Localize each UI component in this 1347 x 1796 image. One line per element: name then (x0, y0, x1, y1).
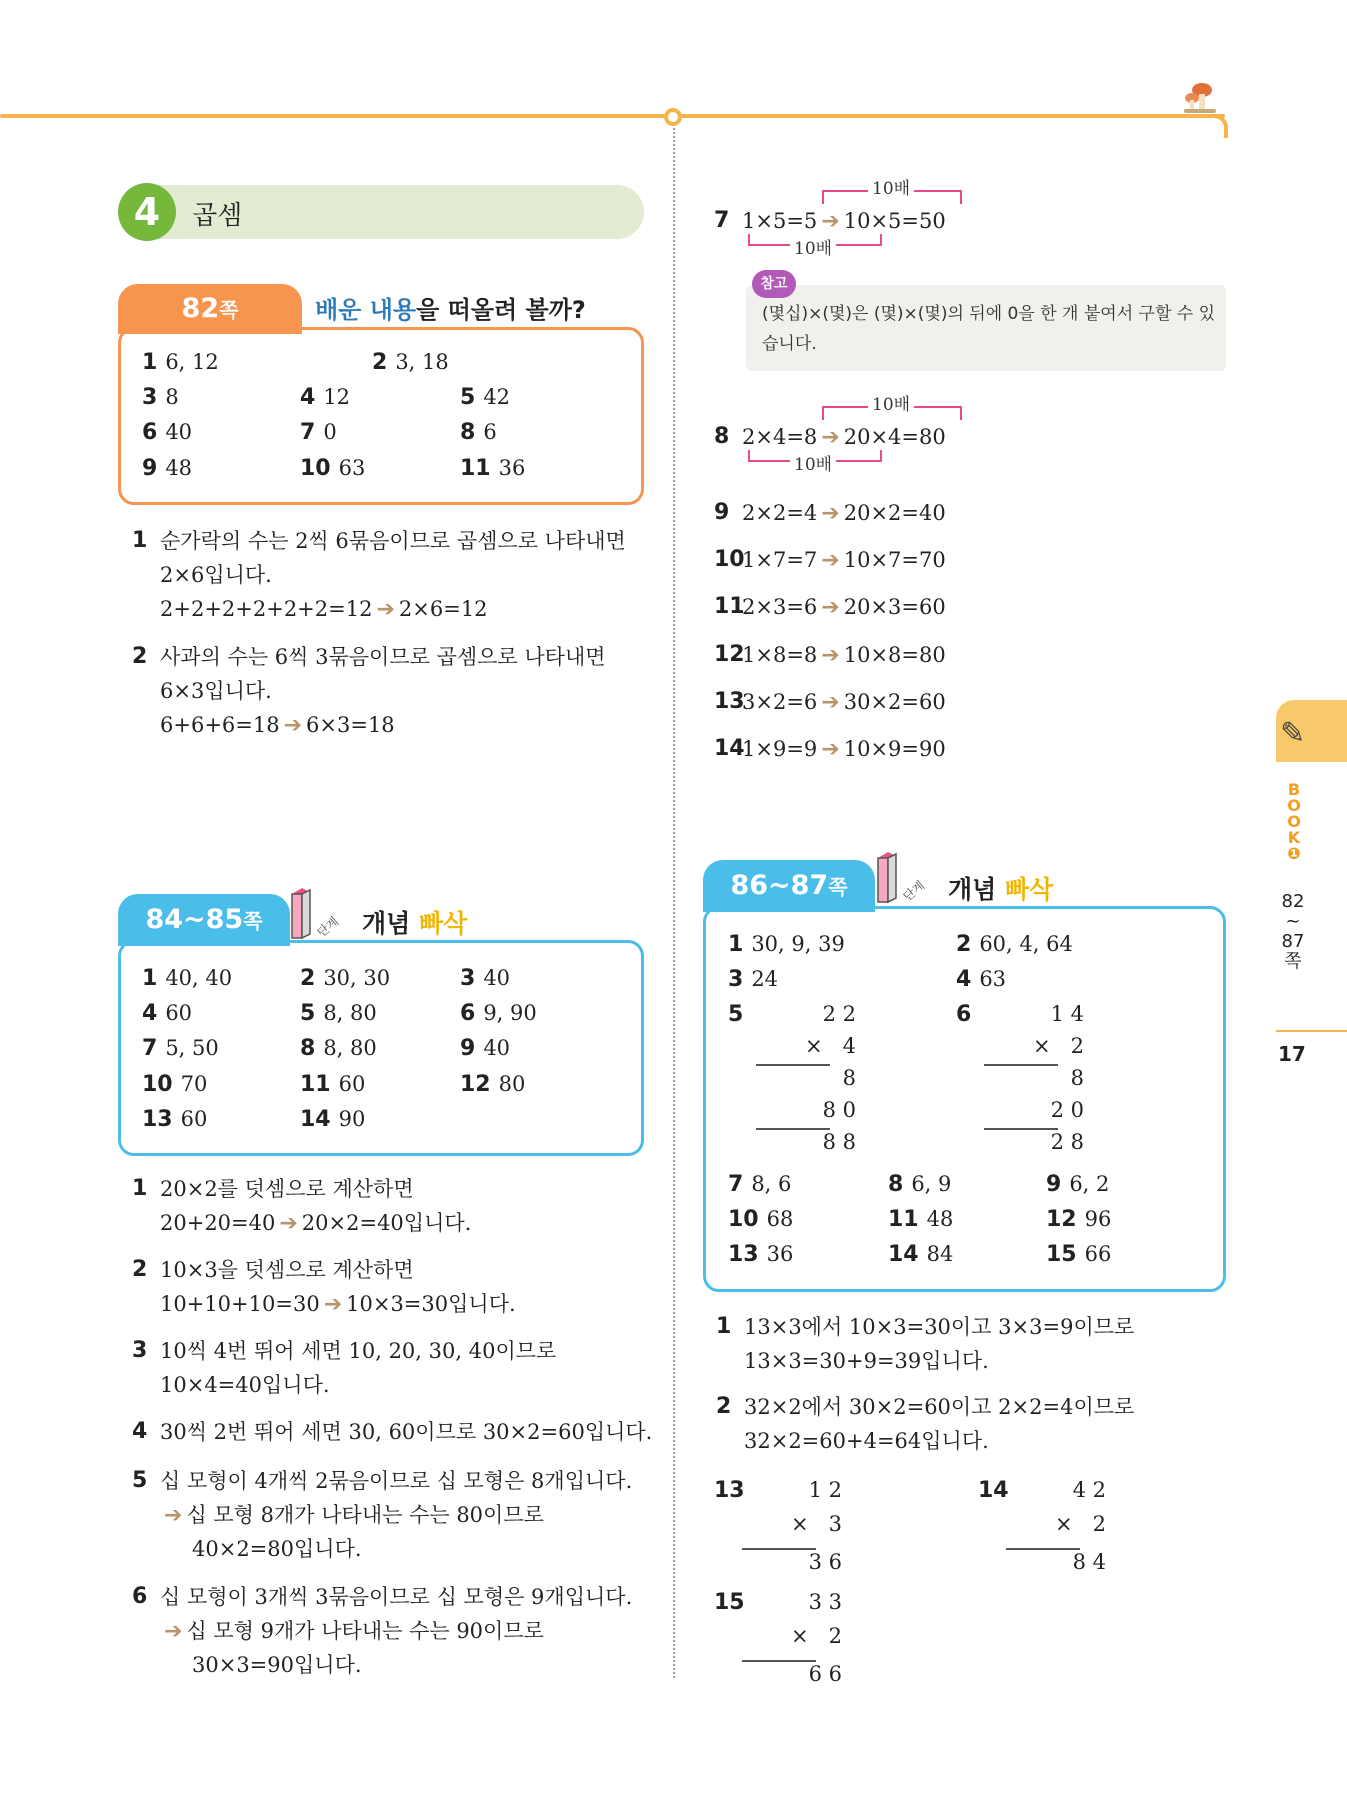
answer-value: 24 (751, 967, 779, 991)
page-number: 17 (1278, 1042, 1306, 1066)
vertical-rule (756, 1128, 830, 1130)
vertical-row: 3 3 (808, 1590, 842, 1614)
explanation-line (132, 1464, 633, 1498)
answer-value: 6 (483, 420, 497, 444)
explanation-text: 십 모형 9개가 나타내는 수는 90이므로 (186, 1619, 544, 1643)
answer-item (300, 385, 350, 410)
answer-item (460, 1001, 537, 1026)
page-range-part: 쪽 (1284, 951, 1302, 972)
answer-number: 5 (460, 385, 476, 410)
answer-number: 8 (460, 420, 476, 445)
svg-text:단계: 단계 (314, 914, 342, 940)
equation-right: 10×9=90 (843, 737, 946, 761)
arrow-icon: ➔ (821, 595, 840, 620)
bracket-bottom-right (850, 450, 882, 462)
answer-value: 36 (766, 1242, 794, 1266)
equation-left: 3×2=6 (742, 690, 818, 714)
vertical-rule (984, 1064, 1058, 1066)
bracket-label: 10배 (868, 174, 914, 199)
equation-left: 2×2=4 (742, 501, 818, 525)
answer-item (142, 1036, 219, 1061)
explanation-line: 30×3=90입니다. (192, 1653, 362, 1677)
answer-number: 3 (728, 967, 744, 992)
vertical-row: 6 6 (808, 1662, 842, 1686)
answer-number: 10 (300, 456, 331, 481)
vertical-row: 2 8 (1050, 1130, 1084, 1154)
answer-value: 63 (979, 967, 1007, 991)
answer-number: 6 (460, 1001, 476, 1026)
vertical-rule (742, 1660, 816, 1662)
equation-left: 2+2+2+2+2+2=12 (160, 597, 373, 621)
answer-number: 12 (460, 1072, 491, 1097)
vertical-row: 8 0 (822, 1098, 856, 1122)
equation-right: 20×4=80 (843, 425, 946, 449)
answer-item (460, 966, 510, 991)
answer-value: 30, 30 (323, 966, 391, 990)
answer-item (460, 456, 525, 481)
answer-value: 60 (338, 1072, 366, 1096)
explanation-number: 6 (132, 1584, 148, 1609)
explanation-line (716, 1390, 1135, 1424)
answer-number: 8 (300, 1036, 316, 1061)
vertical-row: × 2 (1033, 1034, 1084, 1058)
vertical-number: 5 (728, 1002, 744, 1027)
answer-item (372, 350, 449, 375)
answer-item (142, 456, 192, 481)
concept-title-8485: 개념 빠삭 (362, 909, 468, 938)
note-text: (몇십)×(몇)은 (몇)×(몇)의 뒤에 0을 한 개 붙여서 구할 수 있습니다. (762, 304, 1216, 354)
equation-right: 2×6=12 (398, 597, 488, 621)
arrow-icon: ➔ (821, 209, 840, 234)
chapter-number: 4 (118, 183, 176, 241)
explanation-line (132, 524, 626, 558)
answer-number: 11 (888, 1207, 919, 1232)
vertical-row: × 3 (791, 1512, 842, 1536)
answer-value: 0 (323, 420, 337, 444)
answer-item (300, 1036, 377, 1061)
explanation-text: 10×3을 덧셈으로 계산하면 (160, 1258, 414, 1282)
answer-value: 6, 2 (1069, 1172, 1110, 1196)
explanation-line (132, 1172, 414, 1206)
vertical-row: 1 4 (1050, 1002, 1084, 1026)
answer-value: 84 (926, 1242, 954, 1266)
explanation-text: 십 모형이 3개씩 3묶음이므로 십 모형은 9개입니다. (160, 1585, 633, 1609)
page-tab-8687: 86~87쪽 (703, 860, 875, 912)
equation-right: 20×3=60 (843, 595, 946, 619)
explanation-line (160, 1287, 516, 1322)
explanation-text: 십 모형이 4개씩 2묶음이므로 십 모형은 8개입니다. (160, 1469, 633, 1493)
book-letter: K (1287, 828, 1301, 847)
equation-right: 20×2=40입니다. (301, 1211, 472, 1235)
explanation-line (160, 1614, 544, 1649)
answer-value: 9, 90 (483, 1001, 537, 1025)
arrow-icon: ➔ (283, 713, 303, 738)
answer-item (300, 456, 365, 481)
answer-value: 8, 6 (751, 1172, 792, 1196)
bracket-label: 10배 (790, 450, 836, 475)
answer-number: 7 (728, 1172, 744, 1197)
answer-number: 5 (300, 1001, 316, 1026)
answer-value: 80 (498, 1072, 526, 1096)
vertical-row: 3 6 (808, 1550, 842, 1574)
vertical-row: 2 2 (822, 1002, 856, 1026)
vertical-row: 2 0 (1050, 1098, 1084, 1122)
answer-number: 6 (142, 420, 158, 445)
explanation-line: 6×3입니다. (160, 679, 272, 703)
answer-number: 14 (300, 1107, 331, 1132)
answer-item (300, 420, 337, 445)
section-title-82: 배운 내용을 떠올려 볼까? (315, 296, 586, 324)
equation-left: 10+10+10=30 (160, 1292, 320, 1316)
answer-value: 8 (165, 385, 179, 409)
vertical-multiplication-14 (978, 1478, 1126, 1608)
equation-item (714, 638, 946, 673)
explanation-text: 10씩 4번 뛰어 세면 10, 20, 30, 40이므로 (160, 1339, 557, 1363)
answer-number: 9 (142, 456, 158, 481)
stage-1-icon (874, 848, 928, 912)
equation-right: 10×3=30입니다. (346, 1292, 516, 1316)
arrow-icon: ➔ (821, 690, 840, 715)
bracket-top-right (922, 406, 962, 420)
book-label (1284, 782, 1304, 862)
arrow-icon: ➔ (376, 597, 395, 622)
explanation-line: 13×3=30+9=39입니다. (744, 1349, 989, 1373)
vertical-row: 8 (842, 1066, 856, 1090)
vertical-number: 15 (714, 1590, 745, 1615)
answer-number: 13 (142, 1107, 173, 1132)
answer-value: 60, 4, 64 (979, 932, 1073, 956)
vertical-rule (742, 1548, 816, 1550)
equation-left: 1×7=7 (742, 548, 818, 572)
answer-item (142, 1072, 207, 1097)
answer-item (300, 1072, 365, 1097)
explanation-number: 2 (132, 644, 148, 669)
answer-value: 8, 80 (323, 1036, 377, 1060)
answer-number: 2 (956, 932, 972, 957)
answer-item (728, 1172, 791, 1197)
answer-number: 15 (1046, 1242, 1077, 1267)
answer-item (888, 1207, 953, 1232)
answer-value: 90 (338, 1107, 366, 1131)
answer-item (300, 1001, 377, 1026)
answer-value: 60 (165, 1001, 193, 1025)
note-tag: 참고 (752, 270, 796, 298)
top-rule-notch (664, 108, 682, 126)
vertical-number: 14 (978, 1478, 1009, 1503)
answer-item (956, 932, 1073, 957)
answer-value: 48 (165, 456, 193, 480)
answer-item (1046, 1172, 1109, 1197)
answer-number: 7 (142, 1036, 158, 1061)
answer-number: 1 (142, 966, 158, 991)
equation-left: 20+20=40 (160, 1211, 276, 1235)
answer-value: 8, 80 (323, 1001, 377, 1025)
answer-value: 68 (766, 1207, 794, 1231)
answer-value: 66 (1084, 1242, 1112, 1266)
answer-item (300, 966, 390, 991)
equation-item (714, 590, 946, 625)
answer-number: 9 (1046, 1172, 1062, 1197)
page-range-label (1278, 892, 1308, 972)
answer-number: 10 (142, 1072, 173, 1097)
equation-right: 30×2=60 (843, 690, 946, 714)
arrow-icon: ➔ (279, 1211, 298, 1236)
answer-value: 30, 9, 39 (751, 932, 845, 956)
answer-number: 4 (956, 967, 972, 992)
answer-value: 70 (180, 1072, 208, 1096)
answer-item (460, 1072, 525, 1097)
equation-right: 10×5=50 (843, 209, 946, 233)
arrow-icon: ➔ (821, 737, 840, 762)
explanation-text: 순가락의 수는 2씩 6묶음이므로 곱셈으로 나타내면 (160, 529, 626, 553)
equation-right: 10×8=80 (843, 643, 946, 667)
answer-item (1046, 1242, 1111, 1267)
arrow-icon: ➔ (323, 1292, 343, 1317)
answer-item (460, 1036, 510, 1061)
top-rule (0, 114, 1225, 118)
equation-item (714, 496, 946, 531)
explanation-text: 사과의 수는 6씩 3묶음이므로 곱셈으로 나타내면 (160, 645, 606, 669)
answer-item (728, 1207, 793, 1232)
equation-left: 1×8=8 (742, 643, 818, 667)
explanation-line (132, 640, 606, 674)
vertical-number: 13 (714, 1478, 745, 1503)
book-letter: O (1287, 796, 1301, 815)
answer-value: 12 (323, 385, 351, 409)
vertical-row: × 4 (805, 1034, 856, 1058)
explanation-number: 5 (132, 1468, 148, 1493)
answer-item (142, 420, 192, 445)
answer-number: 2 (300, 966, 316, 991)
answer-number: 1 (728, 932, 744, 957)
explanation-line (132, 1580, 633, 1614)
answer-value: 36 (498, 456, 526, 480)
answer-item (728, 967, 778, 992)
answer-value: 40 (165, 420, 193, 444)
explanation-line: 40×2=80입니다. (192, 1537, 362, 1561)
answer-value: 40, 40 (165, 966, 233, 990)
answer-item (300, 1107, 365, 1132)
equation-item (714, 732, 946, 767)
answer-number: 7 (300, 420, 316, 445)
bracket-label: 10배 (868, 390, 914, 415)
chapter-title: 곱셈 (192, 201, 243, 231)
answer-value: 40 (483, 966, 511, 990)
vertical-rule (1006, 1548, 1080, 1550)
page-range-part: ~ (1285, 911, 1301, 932)
equation-right: 6×3=18 (306, 713, 395, 737)
answer-number: 10 (728, 1207, 759, 1232)
equation-right: 20×2=40 (843, 501, 946, 525)
answer-number: 2 (372, 350, 388, 375)
vertical-rule (984, 1128, 1058, 1130)
book-letter: ❶ (1287, 844, 1301, 863)
answer-number: 9 (460, 1036, 476, 1061)
item-number: 9 (714, 500, 730, 525)
side-rule (1276, 1030, 1347, 1032)
answer-value: 5, 50 (165, 1036, 219, 1060)
answer-value: 96 (1084, 1207, 1112, 1231)
answer-number: 4 (142, 1001, 158, 1026)
explanation-text: 십 모형 8개가 나타내는 수는 80이므로 (186, 1503, 544, 1527)
answer-number: 3 (142, 385, 158, 410)
answer-number: 11 (300, 1072, 331, 1097)
page-range-part: 82 (1281, 891, 1305, 912)
explanation-text: 20×2를 덧셈으로 계산하면 (160, 1177, 414, 1201)
answer-value: 48 (926, 1207, 954, 1231)
answer-number: 12 (1046, 1207, 1077, 1232)
vertical-multiplication-15 (714, 1590, 862, 1720)
explanation-text: 13×3에서 10×3=30이고 3×3=9이므로 (744, 1315, 1135, 1339)
answer-item (142, 385, 179, 410)
answer-item (1046, 1207, 1111, 1232)
answer-item (142, 966, 232, 991)
vertical-multiplication-5 (728, 1002, 876, 1182)
equation-left: 1×5=5 (742, 209, 818, 233)
item-number: 14 (714, 736, 745, 761)
explanation-number: 2 (716, 1394, 732, 1419)
explanation-text: 32×2에서 30×2=60이고 2×2=4이므로 (744, 1395, 1135, 1419)
answer-number: 8 (888, 1172, 904, 1197)
answer-value: 3, 18 (395, 350, 449, 374)
explanation-number: 1 (716, 1314, 732, 1339)
item-number: 8 (714, 424, 730, 449)
vertical-row: 1 2 (808, 1478, 842, 1502)
bracket-label: 10배 (790, 234, 836, 259)
bracket-bottom-right (850, 234, 882, 246)
answer-number: 13 (728, 1242, 759, 1267)
item-number: 11 (714, 594, 745, 619)
explanation-line (716, 1310, 1135, 1344)
item-number: 12 (714, 642, 745, 667)
vertical-rule (756, 1064, 830, 1066)
mushroom-icon (1180, 78, 1220, 118)
column-divider (673, 128, 675, 1678)
explanation-line (160, 1498, 544, 1533)
vertical-row: 8 8 (822, 1130, 856, 1154)
answer-value: 63 (338, 456, 366, 480)
answer-item (728, 932, 845, 957)
vertical-row: 8 4 (1072, 1550, 1106, 1574)
answer-number: 14 (888, 1242, 919, 1267)
explanation-number: 1 (132, 528, 148, 553)
page-tab-82: 82쪽 (118, 284, 302, 334)
explanation-number: 4 (132, 1419, 148, 1444)
equation-left: 2×4=8 (742, 425, 818, 449)
vertical-number: 6 (956, 1002, 972, 1027)
answer-item (142, 1001, 192, 1026)
equation-item (714, 543, 946, 578)
explanation-line: 2×6입니다. (160, 563, 272, 587)
answer-value: 40 (483, 1036, 511, 1060)
equation-left: 1×9=9 (742, 737, 818, 761)
answer-item (142, 350, 219, 375)
vertical-row: × 2 (1055, 1512, 1106, 1536)
book-letter: O (1287, 812, 1301, 831)
answer-number: 11 (460, 456, 491, 481)
vertical-row: 8 (1070, 1066, 1084, 1090)
explanation-number: 1 (132, 1176, 148, 1201)
equation-right: 10×7=70 (843, 548, 946, 572)
answer-number: 3 (460, 966, 476, 991)
item-number: 7 (714, 208, 730, 233)
bracket-top-right (922, 190, 962, 204)
answer-item (888, 1242, 953, 1267)
vertical-row: × 2 (791, 1624, 842, 1648)
explanation-line (132, 1415, 653, 1449)
arrow-icon: ➔ (821, 548, 840, 573)
book-letter: B (1287, 780, 1301, 799)
vertical-multiplication-6 (956, 1002, 1104, 1182)
explanation-line (160, 592, 488, 627)
explanation-line (132, 1253, 414, 1287)
item-number: 10 (714, 547, 745, 572)
equation-item (714, 685, 946, 720)
answer-value: 6, 9 (911, 1172, 952, 1196)
explanation-line (160, 1206, 471, 1241)
notebook-pencil-icon: ✎ (1280, 716, 1306, 751)
arrow-icon: ➔ (164, 1619, 183, 1644)
arrow-icon: ➔ (821, 501, 840, 526)
arrow-icon: ➔ (821, 643, 840, 668)
arrow-icon: ➔ (164, 1503, 183, 1528)
answer-item (460, 385, 510, 410)
answer-item (728, 1242, 793, 1267)
equation-left: 6+6+6=18 (160, 713, 280, 737)
explanation-line: 32×2=60+4=64입니다. (744, 1429, 989, 1453)
answer-value: 60 (180, 1107, 208, 1131)
answer-item (888, 1172, 951, 1197)
explanation-line: 10×4=40입니다. (160, 1373, 330, 1397)
explanation-number: 3 (132, 1338, 148, 1363)
answer-number: 4 (300, 385, 316, 410)
svg-text:단계: 단계 (900, 878, 928, 904)
page-tab-8485: 84~85쪽 (118, 894, 290, 946)
explanation-line (132, 1334, 557, 1368)
answer-item (142, 1107, 207, 1132)
concept-title-8687: 개념 빠삭 (948, 875, 1054, 904)
vertical-row: 4 2 (1072, 1478, 1106, 1502)
explanation-text: 30씩 2번 뛰어 세면 30, 60이므로 30×2=60입니다. (160, 1420, 653, 1444)
answer-item (460, 420, 497, 445)
answer-item (956, 967, 1006, 992)
answer-value: 42 (483, 385, 511, 409)
page-range-part: 87 (1281, 931, 1305, 952)
explanation-number: 2 (132, 1257, 148, 1282)
arrow-icon: ➔ (821, 425, 840, 450)
answer-number: 1 (142, 350, 158, 375)
equation-left: 2×3=6 (742, 595, 818, 619)
answer-value: 6, 12 (165, 350, 219, 374)
explanation-line (160, 708, 395, 743)
stage-1-icon (288, 884, 342, 948)
item-number: 13 (714, 689, 745, 714)
